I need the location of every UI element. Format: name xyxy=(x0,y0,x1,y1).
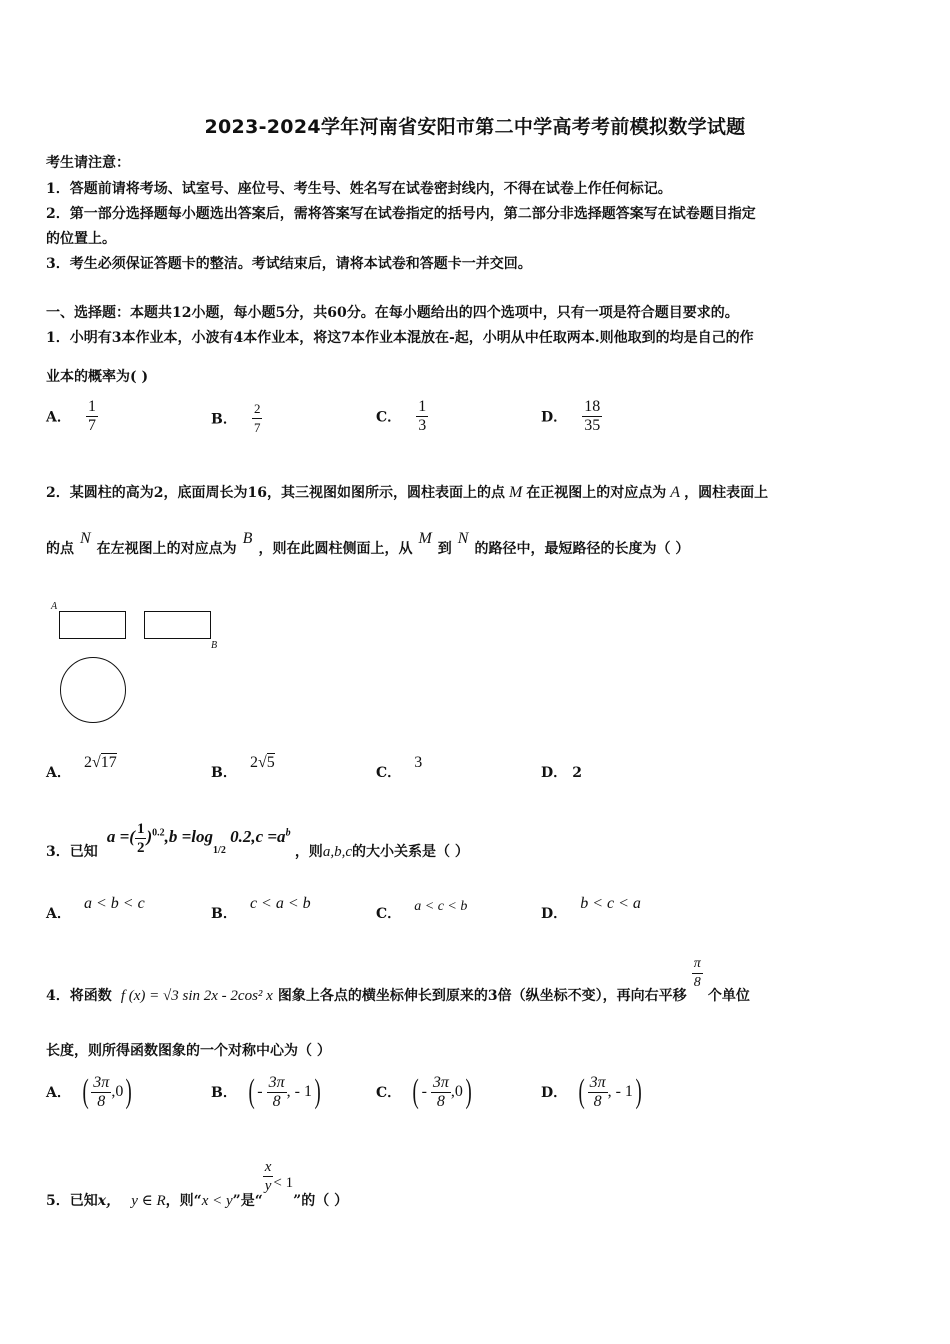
q3-option-b[interactable] xyxy=(211,893,311,922)
notice-heading: 考生请注意： xyxy=(46,155,130,171)
figure-label-a: A xyxy=(51,601,58,612)
option-letter: B． xyxy=(211,765,237,781)
fraction: $\frac{18}{35}$ xyxy=(584,398,601,434)
option-letter: A． xyxy=(46,765,71,781)
fraction: $\frac{2}{7}$ xyxy=(253,401,261,435)
q3-option-d[interactable] xyxy=(541,893,641,922)
q3-option-c[interactable] xyxy=(376,895,468,922)
expression: b < c < a xyxy=(580,895,641,912)
option-letter: C． xyxy=(376,409,402,426)
q2-option-a[interactable] xyxy=(46,752,117,781)
section-heading: 一、选择题：本题共12小题，每小题5分，共60分。在每小题给出的四个选项中，只有一项是符合题目要求的。 xyxy=(46,305,739,321)
option-letter: A． xyxy=(46,1085,71,1101)
radical-expr: 2√17 xyxy=(83,754,117,771)
radical-expr: 2√5 xyxy=(249,754,275,771)
q4-stem-line2: 长度，则所得函数图象的一个对称中心为（ ） xyxy=(46,1043,331,1059)
option-letter: D． xyxy=(541,765,568,781)
side-view-rect xyxy=(144,611,211,639)
top-view-circle xyxy=(60,657,126,723)
figure-label-b: B xyxy=(211,640,218,651)
expression: a < c < b xyxy=(414,899,468,914)
option-letter: C． xyxy=(376,906,402,922)
front-view-rect xyxy=(59,611,126,639)
q3-stem: 3．已知 a =( $\frac{1}{2}$ )$^{0.2},b =\log_{1/2}$ $0.2,c =a^b$ ，则a,b,c的大小关系是（ ） xyxy=(46,821,469,861)
q5-stem: 5．已知x， y ∈ R，则“x < y”是“ $\frac{x}{y}$ < 1”的（ ） xyxy=(46,1159,349,1209)
a-definition: a =( $\frac{1}{2}$ )$^{0.2},b =\log_{1/2}$ $0.2,c =a^b$ xyxy=(106,821,291,856)
q2-option-c[interactable] xyxy=(376,752,423,781)
option-letter: B． xyxy=(211,411,237,428)
option-letter: D． xyxy=(541,1085,568,1101)
option-letter: C． xyxy=(376,765,402,781)
value: 2 xyxy=(572,765,582,781)
q2-stem-line2: 的点N在左视图上的对应点为B，则在此圆柱侧面上，从M到N的路径中，最短路径的长度为（ ） xyxy=(46,530,690,557)
q1-stem-line2: 业本的概率为( ) xyxy=(46,369,149,385)
q1-option-b[interactable] xyxy=(211,400,262,437)
option-letter: D． xyxy=(541,906,568,922)
option-letter: C． xyxy=(376,1085,402,1101)
q4-option-d[interactable]: D． ( $\frac{3\pi}{8}$ , - 1) xyxy=(541,1073,642,1110)
q1-option-c[interactable] xyxy=(376,398,428,435)
notice-item-2: 2．第一部分选择题每小题选出答案后，需将答案写在试卷指定的括号内，第二部分非选择题答案写在试卷题目指定 xyxy=(46,206,756,222)
page-title: 2023-2024学年河南省安阳市第二中学高考考前模拟数学试题 xyxy=(204,116,746,138)
q1-stem-line1: 1．小明有3本作业本，小波有4本作业本，将这7本作业本混放在-起，小明从中任取两本.则他取到的均是自己的作 xyxy=(46,330,754,346)
expression: a < b < c xyxy=(83,895,145,912)
option-letter: B． xyxy=(211,1085,237,1101)
notice-item-3: 3．考生必须保证答题卡的整洁。考试结束后，请将本试卷和答题卡一并交回。 xyxy=(46,256,532,272)
fraction: $\frac{1}{7}$ xyxy=(87,398,96,434)
notice-item-2-cont: 的位置上。 xyxy=(46,231,116,247)
q3-option-a[interactable] xyxy=(46,893,145,922)
q4-option-b[interactable]: B． ( - $\frac{3\pi}{8}$ , - 1) xyxy=(211,1073,321,1110)
q4-option-a[interactable]: A． ( $\frac{3\pi}{8}$ ,0) xyxy=(46,1073,133,1110)
option-letter: B． xyxy=(211,906,237,922)
option-letter: A． xyxy=(46,409,71,426)
notice-item-1: 1．答题前请将考场、试室号、座位号、考生号、姓名写在试卷密封线内，不得在试卷上作任何标记。 xyxy=(46,181,672,197)
q2-stem-line1: 2．某圆柱的高为2，底面周长为16，其三视图如图所示，圆柱表面上的点 M 在正视图上的对应点为 A ，圆柱表面上 xyxy=(46,484,769,501)
q2-option-d[interactable] xyxy=(541,762,582,782)
q4-option-c[interactable]: C． ( - $\frac{3\pi}{8}$ ,0) xyxy=(376,1073,472,1110)
shift-fraction: $\frac{\pi}{8}$ xyxy=(693,956,701,990)
q2-option-b[interactable] xyxy=(211,752,275,781)
option-letter: D． xyxy=(541,409,568,426)
q1-option-d[interactable] xyxy=(541,398,602,435)
q4-stem-line1: 4．将函数 f (x) = √3 sin 2x - 2cos² x 图象上各点的横坐标伸长到原来的3倍（纵坐标不变），再向右平移 $\frac{\pi}{8}$ 个单位 xyxy=(46,956,750,1004)
fraction: $\frac{1}{3}$ xyxy=(418,398,427,434)
expression: c < a < b xyxy=(249,895,311,912)
option-letter: A． xyxy=(46,906,71,922)
q1-option-a[interactable] xyxy=(46,398,98,435)
value: 3 xyxy=(414,754,423,771)
